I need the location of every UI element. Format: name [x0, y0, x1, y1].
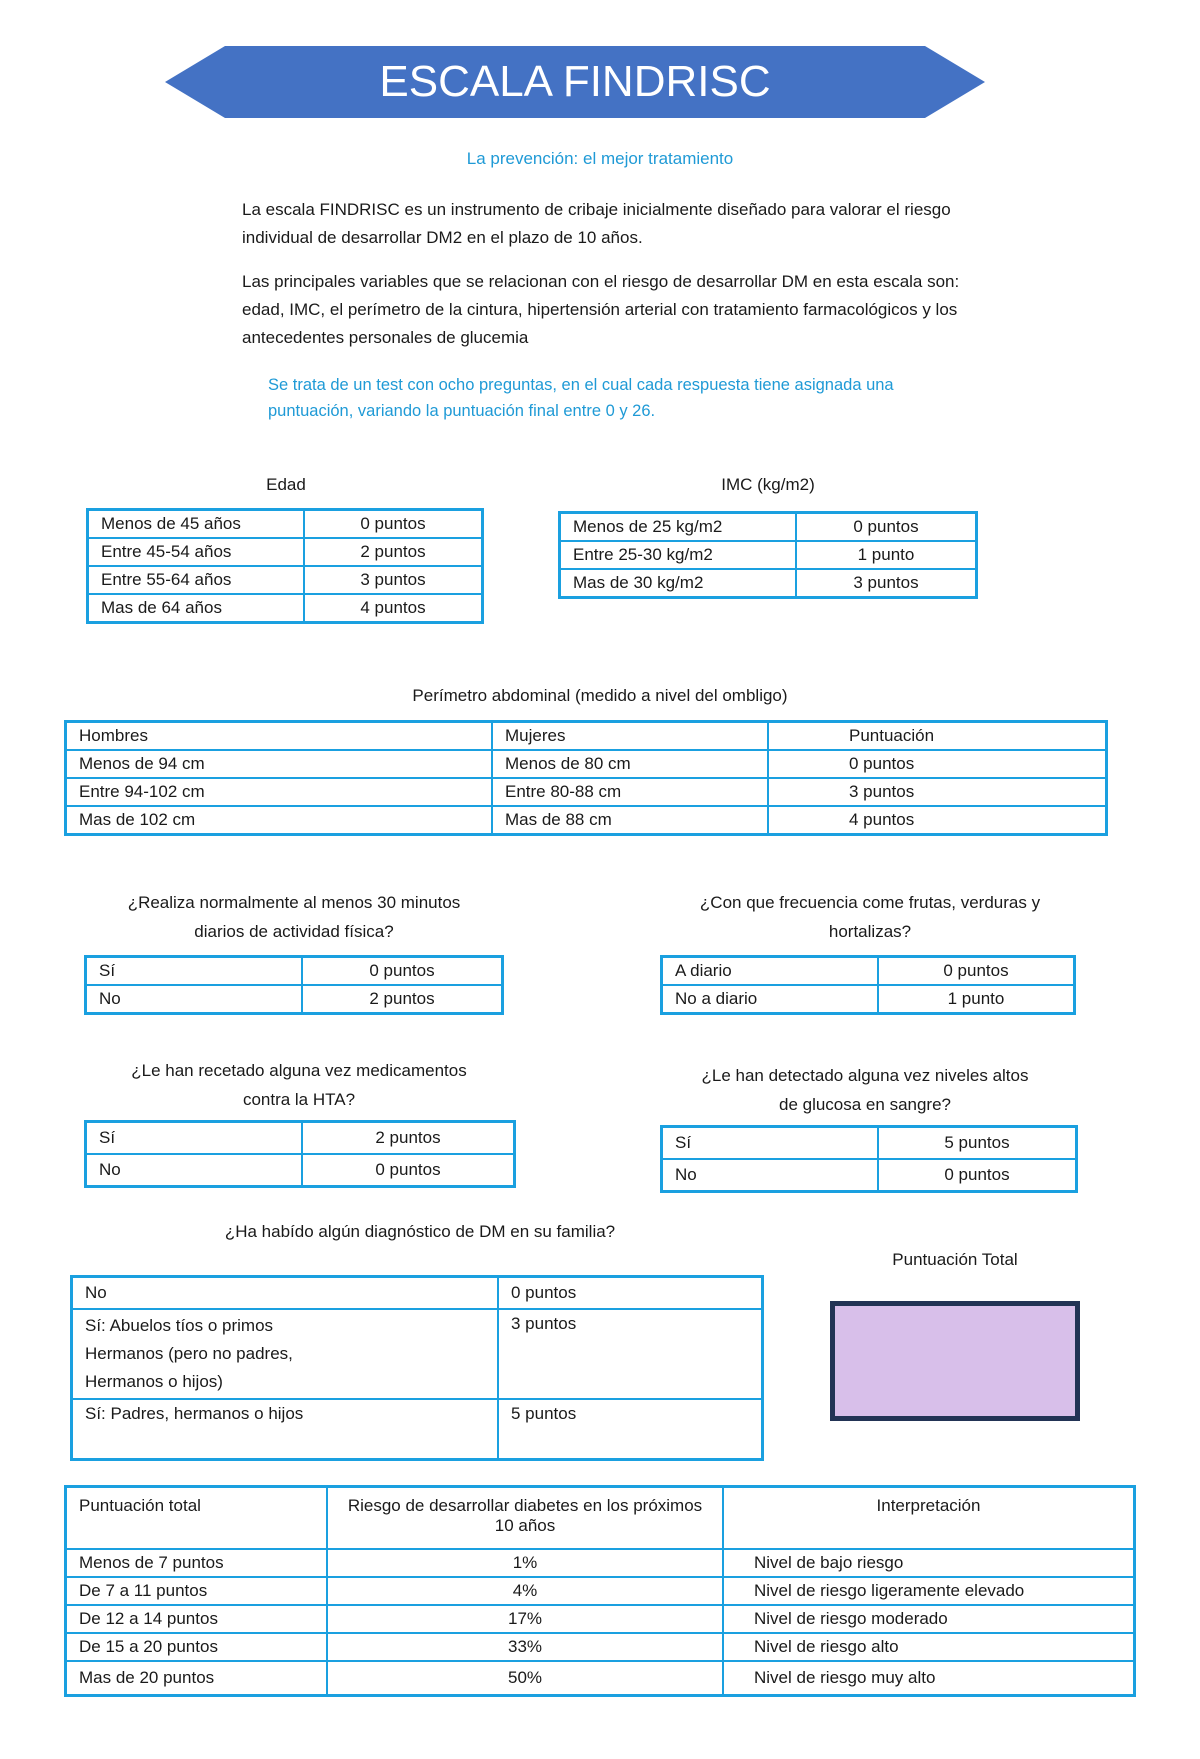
- intro-paragraph-2: Las principales variables que se relacionan con el riesgo de desarrollar DM en esta escala son: edad, IMC, el perímetro de la cintura, hipertensión arterial con tratamiento farmacológicos y los antecedentes personales de glucemia: [242, 272, 960, 347]
- frutas-caption-line-2: hortalizas?: [828, 922, 912, 941]
- hta-points: 0 puntos: [302, 1154, 515, 1187]
- interpretacion-cell: 50%: [327, 1661, 723, 1696]
- frutas-caption-line-1: ¿Con que frecuencia come frutas, verduras y: [699, 893, 1041, 912]
- familia-points: 0 puntos: [498, 1277, 763, 1310]
- frutas-caption: [640, 888, 1100, 946]
- interpretacion-cell: Nivel de riesgo muy alto: [723, 1661, 1135, 1696]
- hta-caption-line-1: ¿Le han recetado alguna vez medicamentos: [131, 1061, 467, 1080]
- perimetro-table: [64, 720, 1108, 836]
- perimetro-cell: 3 puntos: [768, 778, 1107, 806]
- actividad-points: 0 puntos: [302, 957, 503, 986]
- imc-caption: IMC (kg/m2): [721, 475, 815, 494]
- table-row: [88, 594, 483, 623]
- imc-points: 3 puntos: [796, 569, 977, 598]
- imc-label: Menos de 25 kg/m2: [560, 513, 797, 542]
- actividad-label: Sí: [86, 957, 303, 986]
- interpretacion-cell: De 15 a 20 puntos: [66, 1633, 328, 1661]
- hta-caption-line-2: contra la HTA?: [242, 1090, 356, 1109]
- perimetro-header: Puntuación: [768, 722, 1107, 751]
- perimetro-cell: Entre 94-102 cm: [66, 778, 493, 806]
- glucosa-table: [660, 1125, 1078, 1193]
- glucosa-caption-line-1: ¿Le han detectado alguna vez niveles altos: [701, 1066, 1029, 1085]
- edad-points: 4 puntos: [304, 594, 483, 623]
- table-row: [66, 778, 1107, 806]
- edad-points: 2 puntos: [304, 538, 483, 566]
- imc-label: Mas de 30 kg/m2: [560, 569, 797, 598]
- hta-points: 2 puntos: [302, 1122, 515, 1155]
- glucosa-points: 5 puntos: [878, 1127, 1077, 1160]
- glucosa-label: No: [662, 1159, 879, 1192]
- page-title: ESCALA FINDRISC: [379, 57, 771, 106]
- hta-table: [84, 1120, 516, 1188]
- frutas-points: 0 puntos: [878, 957, 1075, 986]
- table-row: [86, 957, 503, 986]
- imc-points: 0 puntos: [796, 513, 977, 542]
- familia-label-line: Hermanos o hijos): [85, 1372, 223, 1391]
- interpretacion-cell: 1%: [327, 1549, 723, 1577]
- interpretacion-cell: 4%: [327, 1577, 723, 1605]
- hta-caption: [84, 1056, 514, 1114]
- table-row: [72, 1399, 763, 1460]
- perimetro-cell: 4 puntos: [768, 806, 1107, 835]
- table-row: [66, 1549, 1135, 1577]
- familia-table: [70, 1275, 764, 1461]
- interpretacion-header: Riesgo de desarrollar diabetes en los próximos 10 años: [327, 1487, 723, 1550]
- table-row: [662, 1159, 1077, 1192]
- perimetro-cell: Entre 80-88 cm: [492, 778, 768, 806]
- interpretacion-cell: Nivel de bajo riesgo: [723, 1549, 1135, 1577]
- interpretacion-header: Puntuación total: [66, 1487, 328, 1550]
- interpretacion-cell: De 7 a 11 puntos: [66, 1577, 328, 1605]
- table-row: [86, 985, 503, 1014]
- table-row: [72, 1309, 763, 1399]
- table-row: [560, 513, 977, 542]
- hta-label: Sí: [86, 1122, 303, 1155]
- table-row: [66, 1577, 1135, 1605]
- interpretacion-cell: 17%: [327, 1605, 723, 1633]
- interpretacion-cell: Mas de 20 puntos: [66, 1661, 328, 1696]
- edad-label: Entre 55-64 años: [88, 566, 305, 594]
- table-row: [86, 1122, 515, 1155]
- frutas-points: 1 punto: [878, 985, 1075, 1014]
- perimetro-cell: Mas de 88 cm: [492, 806, 768, 835]
- frutas-table: [660, 955, 1076, 1015]
- interpretacion-cell: Nivel de riesgo ligeramente elevado: [723, 1577, 1135, 1605]
- actividad-caption-line-2: diarios de actividad física?: [194, 922, 394, 941]
- glucosa-caption-line-2: de glucosa en sangre?: [778, 1095, 952, 1114]
- familia-label-line: Hermanos (pero no padres,: [85, 1344, 293, 1363]
- interpretacion-cell: 33%: [327, 1633, 723, 1661]
- interpretacion-cell: Nivel de riesgo alto: [723, 1633, 1135, 1661]
- imc-label: Entre 25-30 kg/m2: [560, 541, 797, 569]
- interpretacion-cell: Menos de 7 puntos: [66, 1549, 328, 1577]
- actividad-caption-line-1: ¿Realiza normalmente al menos 30 minutos: [127, 893, 461, 912]
- interpretacion-table: [64, 1485, 1136, 1697]
- actividad-points: 2 puntos: [302, 985, 503, 1014]
- edad-label: Mas de 64 años: [88, 594, 305, 623]
- table-row: [66, 722, 1107, 751]
- frutas-label: No a diario: [662, 985, 879, 1014]
- hta-label: No: [86, 1154, 303, 1187]
- table-row: [66, 750, 1107, 778]
- actividad-caption: [84, 888, 504, 946]
- edad-points: 0 puntos: [304, 510, 483, 539]
- actividad-label: No: [86, 985, 303, 1014]
- perimetro-header: Hombres: [66, 722, 493, 751]
- edad-label: Menos de 45 años: [88, 510, 305, 539]
- edad-caption: Edad: [266, 475, 306, 494]
- familia-points: 3 puntos: [498, 1309, 763, 1399]
- table-row: [662, 957, 1075, 986]
- table-row: [560, 541, 977, 569]
- table-row: [86, 1154, 515, 1187]
- edad-table: [86, 508, 484, 624]
- glucosa-points: 0 puntos: [878, 1159, 1077, 1192]
- table-row: [560, 569, 977, 598]
- page-subtitle: La prevención: el mejor tratamiento: [466, 149, 734, 168]
- edad-label: Entre 45-54 años: [88, 538, 305, 566]
- total-caption: Puntuación Total: [892, 1250, 1018, 1269]
- perimetro-caption: Perímetro abdominal (medido a nivel del ombligo): [412, 686, 788, 705]
- table-row: [66, 806, 1107, 835]
- table-row: [88, 510, 483, 539]
- perimetro-cell: 0 puntos: [768, 750, 1107, 778]
- familia-caption: ¿Ha habído algún diagnóstico de DM en su familia?: [224, 1222, 616, 1241]
- edad-points: 3 puntos: [304, 566, 483, 594]
- table-row: [88, 566, 483, 594]
- intro-paragraph-3: Se trata de un test con ocho preguntas, en el cual cada respuesta tiene asignada una puntuación, variando la puntuación final entre 0 y 26.: [268, 376, 894, 420]
- interpretacion-cell: Nivel de riesgo moderado: [723, 1605, 1135, 1633]
- total-score-box[interactable]: [830, 1301, 1080, 1421]
- table-row: [66, 1605, 1135, 1633]
- title-banner: [165, 46, 985, 118]
- perimetro-cell: Menos de 80 cm: [492, 750, 768, 778]
- actividad-table: [84, 955, 504, 1015]
- familia-label: [72, 1309, 499, 1399]
- table-row: [662, 1127, 1077, 1160]
- familia-points: 5 puntos: [498, 1399, 763, 1460]
- perimetro-header: Mujeres: [492, 722, 768, 751]
- familia-label-line: Sí: Abuelos tíos o primos: [85, 1316, 274, 1335]
- interpretacion-header: Interpretación: [723, 1487, 1135, 1550]
- interpretacion-cell: De 12 a 14 puntos: [66, 1605, 328, 1633]
- frutas-label: A diario: [662, 957, 879, 986]
- perimetro-cell: Mas de 102 cm: [66, 806, 493, 835]
- familia-label: Sí: Padres, hermanos o hijos: [72, 1399, 499, 1460]
- table-row: [662, 985, 1075, 1014]
- table-row: [88, 538, 483, 566]
- table-row: [66, 1487, 1135, 1550]
- familia-label: No: [72, 1277, 499, 1310]
- glucosa-caption: [650, 1061, 1080, 1119]
- table-row: [72, 1277, 763, 1310]
- imc-table: [558, 511, 978, 599]
- table-row: [66, 1633, 1135, 1661]
- perimetro-cell: Menos de 94 cm: [66, 750, 493, 778]
- imc-points: 1 punto: [796, 541, 977, 569]
- glucosa-label: Sí: [662, 1127, 879, 1160]
- table-row: [66, 1661, 1135, 1696]
- intro-paragraph-1: La escala FINDRISC es un instrumento de cribaje inicialmente diseñado para valorar el riesgo individual de desarrollar DM2 en el plazo de 10 años.: [242, 200, 951, 247]
